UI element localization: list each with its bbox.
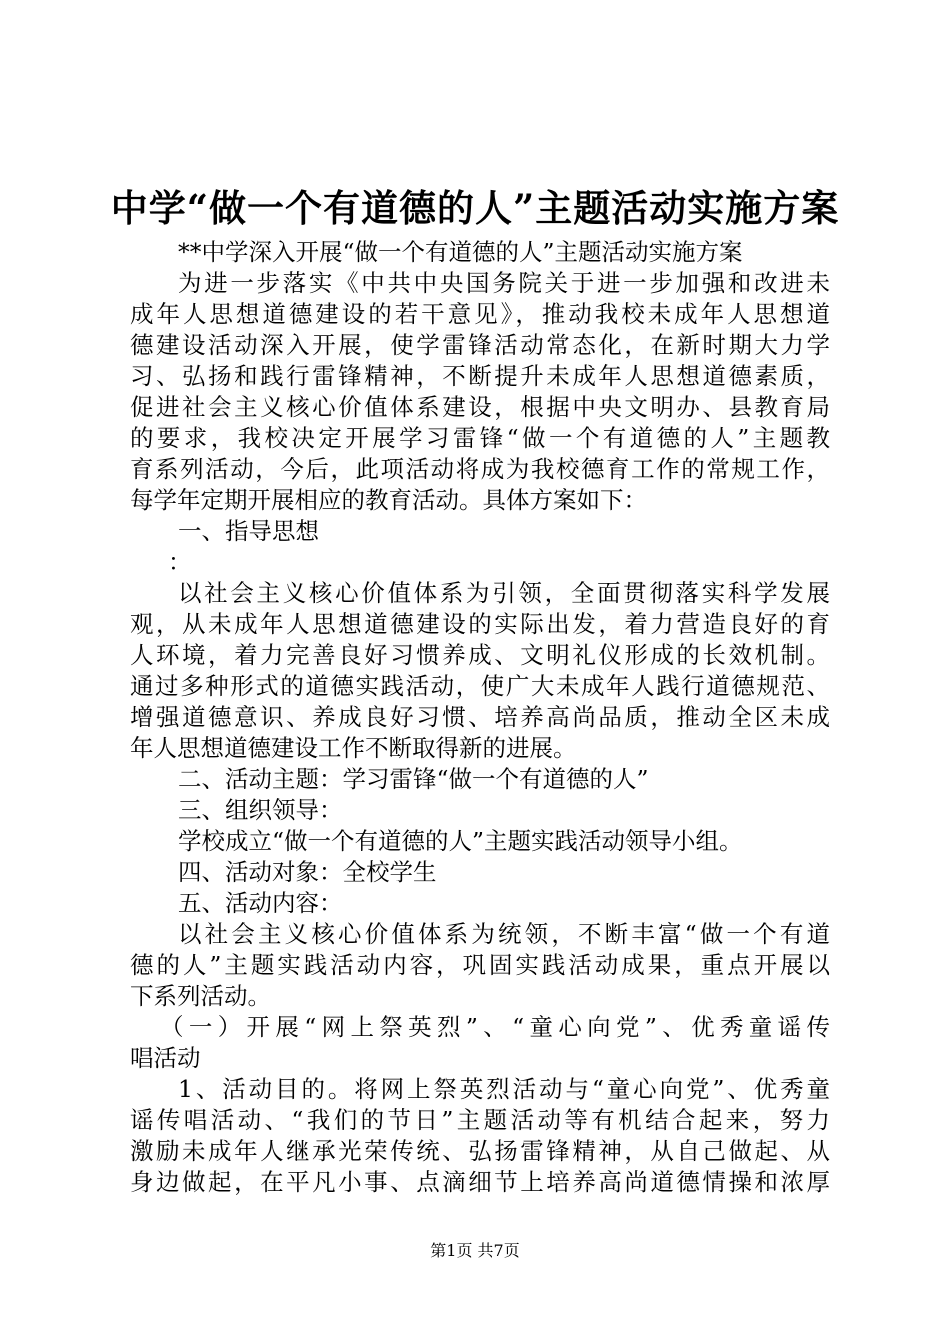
- paragraph-line: 通过多种形式的道德实践活动，使广大未成年人践行道德规范、: [130, 672, 830, 700]
- section-heading: 三、组织领导：: [178, 796, 343, 824]
- paragraph-line: 以社会主义核心价值体系为引领，全面贯彻落实科学发展: [178, 579, 830, 607]
- document-title: 中学“做一个有道德的人”主题活动实施方案: [110, 186, 840, 230]
- paragraph-line: 年人思想道德建设工作不断取得新的进展。: [130, 734, 577, 762]
- paragraph-line: 学校成立“做一个有道德的人”主题实践活动领导小组。: [178, 827, 743, 855]
- paragraph-line: 人环境，着力完善良好习惯养成、文明礼仪形成的长效机制。: [130, 641, 830, 669]
- paragraph-line: 促进社会主义核心价值体系建设，根据中央文明办、县教育局: [130, 393, 830, 421]
- paragraph-line: 的要求，我校决定开展学习雷锋“做一个有道德的人”主题教: [130, 424, 830, 452]
- paragraph-line: 以社会主义核心价值体系为统领，不断丰富“做一个有道: [178, 920, 830, 948]
- paragraph-line: 激励未成年人继承光荣传统、弘扬雷锋精神，从自己做起、从: [130, 1137, 830, 1165]
- paragraph-line: 为进一步落实《中共中央国务院关于进一步加强和改进未: [178, 269, 830, 297]
- paragraph-line: 德的人”主题实践活动内容，巩固实践活动成果，重点开展以: [130, 951, 830, 979]
- paragraph-line: 习、弘扬和践行雷锋精神，不断提升未成年人思想道德素质，: [130, 362, 830, 390]
- paragraph-line: 谣传唱活动、“我们的节日”主题活动等有机结合起来，努力: [130, 1106, 830, 1134]
- paragraph-line: 成年人思想道德建设的若干意见》，推动我校未成年人思想道: [130, 300, 830, 328]
- paragraph-line: 育系列活动，今后，此项活动将成为我校德育工作的常规工作，: [130, 455, 830, 483]
- section-heading: 二、活动主题：学习雷锋“做一个有道德的人”: [178, 765, 649, 793]
- paragraph-line: 观，从未成年人思想道德建设的实际出发，着力营造良好的育: [130, 610, 830, 638]
- paragraph-line: 增强道德意识、养成良好习惯、培养高尚品质，推动全区未成: [130, 703, 830, 731]
- subsection-heading: 唱活动: [130, 1044, 201, 1072]
- paragraph-line: 每学年定期开展相应的教育活动。具体方案如下：: [130, 486, 647, 514]
- paragraph-line: 1、活动目的。将网上祭英烈活动与“童心向党”、优秀童: [178, 1075, 830, 1103]
- colon-line: ：: [168, 548, 192, 576]
- section-heading: 四、活动对象：全校学生: [178, 858, 437, 886]
- subtitle-line: **中学深入开展“做一个有道德的人”主题活动实施方案: [178, 238, 743, 266]
- section-heading: 五、活动内容：: [178, 889, 343, 917]
- section-heading: 一、指导思想: [178, 517, 319, 545]
- subsection-heading: （一）开展“网上祭英烈”、“童心向党”、优秀童谣传: [160, 1013, 830, 1041]
- paragraph-line: 下系列活动。: [130, 982, 271, 1010]
- page-number: 第1页 共7页: [430, 1241, 520, 1260]
- paragraph-line: 身边做起，在平凡小事、点滴细节上培养高尚道德情操和浓厚: [130, 1168, 830, 1196]
- paragraph-line: 德建设活动深入开展，使学雷锋活动常态化，在新时期大力学: [130, 331, 830, 359]
